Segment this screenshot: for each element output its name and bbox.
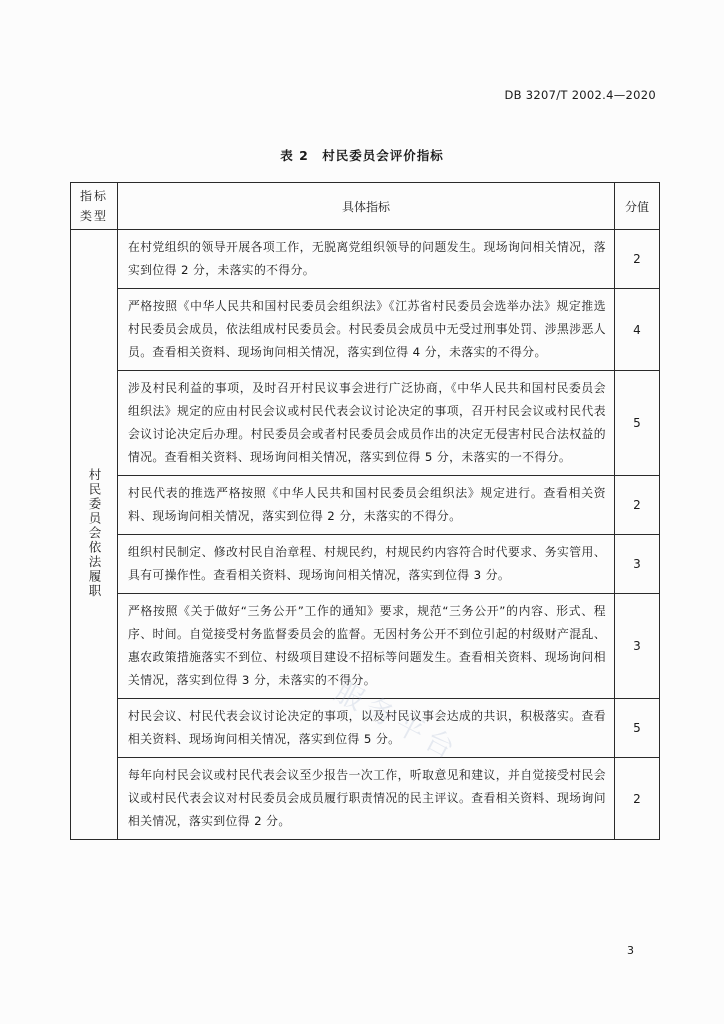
indicator-text: 村民会议、村民代表会议讨论决定的事项，以及村民议事会达成的共识，积极落实。查看相关资料、现场询问相关情况，落实到位得 5 分。 (118, 699, 615, 758)
table-title: 表 2 村民委员会评价指标 (280, 148, 444, 163)
score-value: 2 (615, 476, 660, 535)
indicator-text: 村民代表的推选严格按照《中华人民共和国村民委员会组织法》规定进行。查看相关资料、现场询问相关情况，落实到位得 2 分，未落实的不得分。 (118, 476, 615, 535)
score-value: 2 (615, 230, 660, 289)
table-row (71, 535, 660, 594)
indicator-text: 严格按照《关于做好“三务公开”工作的通知》要求，规范“三务公开”的内容、形式、程序、时间。自觉接受村务监督委员会的监督。无因村务公开不到位引起的村级财产混乱、惠农政策措施落实不到位、村级项目建设不招标等问题发生。查看相关资料、现场询问相关情况，落实到位得 3 分，未落实的不得分。 (118, 594, 615, 699)
table-row (71, 289, 660, 371)
table-row (71, 699, 660, 758)
header-score: 分值 (615, 183, 660, 230)
score-value: 3 (615, 594, 660, 699)
table-row (71, 758, 660, 840)
indicator-text: 涉及村民利益的事项，及时召开村民议事会进行广泛协商，《中华人民共和国村民委员会组织法》规定的应由村民会议或村民代表会议讨论决定的事项，召开村民会议或村民代表会议讨论决定后办理。村民委员会或者村民委员会成员作出的决定无侵害村民合法权益的情况。查看相关资料、现场询问相关情况，落实到位得 5 分，未落实的一不得分。 (118, 371, 615, 476)
category-cell (71, 230, 118, 840)
header-indicator-type (71, 183, 118, 230)
table-row (71, 230, 660, 289)
score-value: 5 (615, 371, 660, 476)
header-indicator: 具体指标 (118, 183, 615, 230)
indicator-text: 每年向村民会议或村民代表会议至少报告一次工作，听取意见和建议，并自觉接受村民会议或村民代表会议对村民委员会成员履行职责情况的民主评议。查看相关资料、现场询问相关情况，落实到位得 2 分。 (118, 758, 615, 840)
indicator-text: 严格按照《中华人民共和国村民委员会组织法》《江苏省村民委员会选举办法》规定推选村民委员会成员，依法组成村民委员会。村民委员会成员中无受过刑事处罚、涉黑涉恶人员。查看相关资料、现场询问相关情况，落实到位得 4 分，未落实的不得分。 (118, 289, 615, 371)
indicator-text: 组织村民制定、修改村民自治章程、村规民约，村规民约内容符合时代要求、务实管用、具有可操作性。查看相关资料、现场询问相关情况，落实到位得 3 分。 (118, 535, 615, 594)
page-number: 3 (627, 944, 634, 957)
table-row (71, 476, 660, 535)
table-row (71, 594, 660, 699)
header-type-line2: 类型 (79, 209, 108, 223)
score-value: 3 (615, 535, 660, 594)
score-value: 4 (615, 289, 660, 371)
watermark: 服务平台 (329, 674, 466, 768)
score-value: 2 (615, 758, 660, 840)
score-value: 5 (615, 699, 660, 758)
header-type-line1: 指标 (79, 189, 108, 203)
category-label: 村民委员会依法履职 (87, 467, 102, 599)
table-row (71, 371, 660, 476)
indicator-text: 在村党组织的领导开展各项工作，无脱离党组织领导的问题发生。现场询问相关情况，落实到位得 2 分，未落实的不得分。 (118, 230, 615, 289)
document-code: DB 3207/T 2002.4—2020 (504, 88, 656, 102)
evaluation-table (70, 182, 660, 840)
table-header-row (71, 183, 660, 230)
